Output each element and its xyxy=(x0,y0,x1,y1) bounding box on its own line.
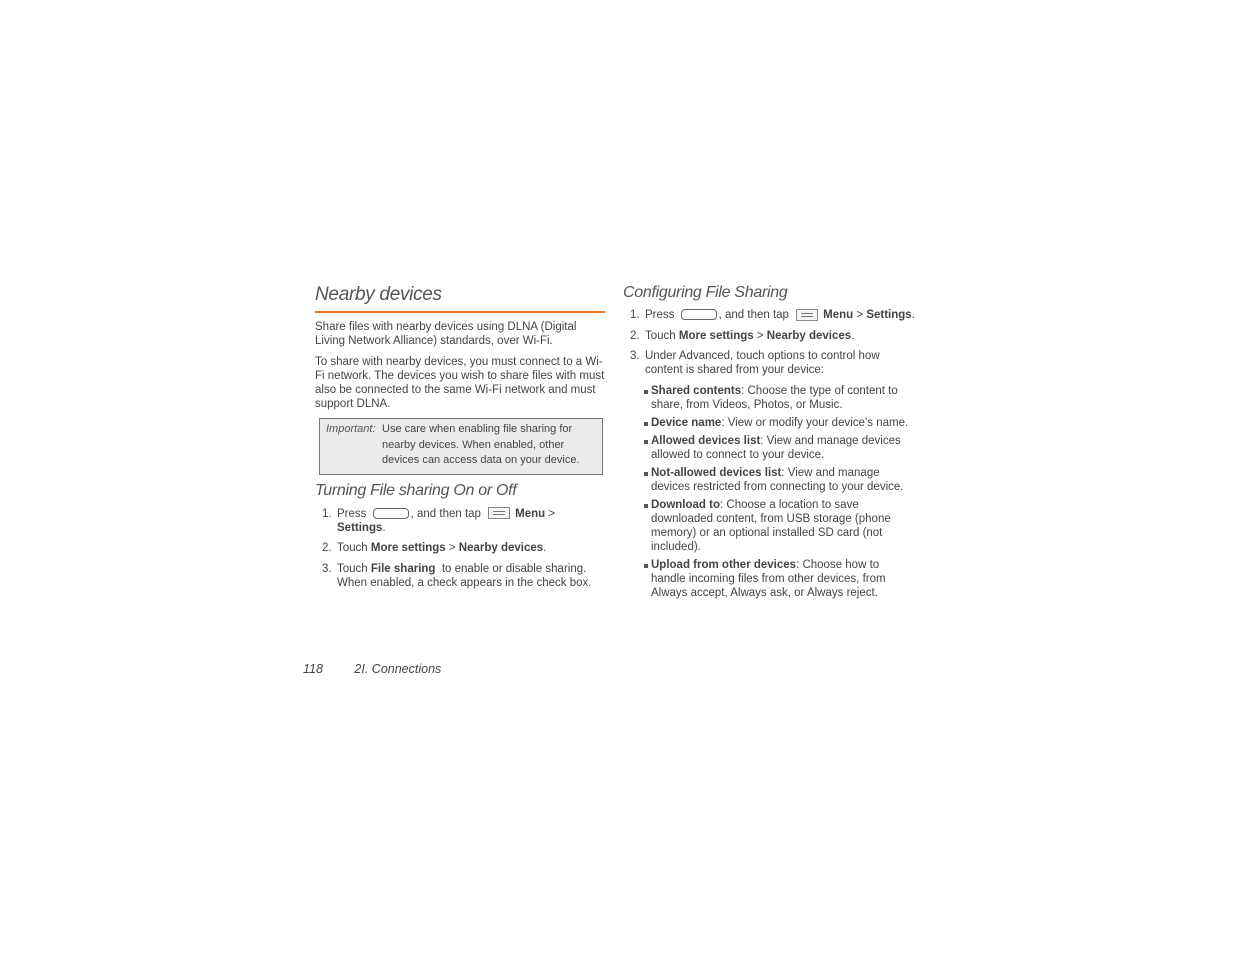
step-number: 2. xyxy=(630,329,640,342)
more-settings-label: More settings xyxy=(370,542,446,554)
option-desc: : Choose the type of content to share, from Videos, Photos, or Music. xyxy=(651,384,898,411)
separator: > xyxy=(548,507,556,520)
settings-label: Settings xyxy=(866,309,912,321)
advanced-options-list xyxy=(623,384,915,600)
option-desc: : Choose how to handle incoming files from other devices, from Always accept, Always ask, or Always reject. xyxy=(651,558,886,599)
menu-label: Menu xyxy=(823,309,854,321)
menu-key-icon xyxy=(488,507,510,519)
step-text: Press xyxy=(337,507,367,520)
list-item xyxy=(644,466,915,494)
list-item xyxy=(644,416,915,430)
period: . xyxy=(382,521,386,534)
option-term: Upload from other devices xyxy=(651,558,797,571)
settings-label: Settings xyxy=(337,521,383,534)
subheading-configuring: Configuring File Sharing xyxy=(623,284,788,301)
step-text: Under Advanced, touch options to control how content is shared from your device: xyxy=(645,350,880,376)
option-term: Not-allowed devices list xyxy=(651,466,782,479)
file-sharing-label: File sharing xyxy=(370,562,436,575)
step-text: , and then tap xyxy=(718,309,789,321)
option-term: Download to xyxy=(651,498,720,511)
note-text: Use care when enabling file sharing for nearby devices. When enabled, other devices can access data on your device. xyxy=(382,423,580,466)
period: . xyxy=(543,542,547,554)
separator: > xyxy=(448,542,456,554)
option-desc: : View or modify your device’s name. xyxy=(721,416,909,429)
nearby-devices-label: Nearby devices xyxy=(458,542,544,554)
page-footer xyxy=(303,662,441,676)
intro-paragraph-2: To share with nearby devices, you must connect to a Wi-Fi network. The devices you wish to share files with must also be connected to the same Wi-Fi network and must support DLNA. xyxy=(315,356,605,410)
option-desc: : View and manage devices allowed to connect to your device. xyxy=(651,434,901,461)
note-label: Important: xyxy=(326,423,376,435)
home-key-icon xyxy=(373,508,409,519)
step-2 xyxy=(623,329,915,343)
nearby-devices-label: Nearby devices xyxy=(766,329,852,342)
menu-label: Menu xyxy=(515,507,546,520)
option-desc: : Choose a location to save downloaded content, from USB storage (phone memory) or an optional installed SD card (not included). xyxy=(651,498,891,553)
step-number: 2. xyxy=(322,542,332,554)
list-item xyxy=(644,384,915,412)
left-column xyxy=(315,283,605,596)
step-text: Touch xyxy=(337,542,368,554)
step-text: Touch xyxy=(337,562,368,575)
important-note xyxy=(319,418,603,475)
home-key-icon xyxy=(681,309,717,320)
menu-key-icon xyxy=(796,309,818,321)
intro-paragraph-1: Share files with nearby devices using DLNA (Digital Living Network Alliance) standards, over Wi-Fi. xyxy=(315,321,577,347)
list-item xyxy=(644,434,915,462)
step-number: 1. xyxy=(322,507,332,520)
page-title: Nearby devices xyxy=(315,283,605,313)
toggle-steps xyxy=(315,507,605,590)
more-settings-label: More settings xyxy=(678,329,754,342)
subheading-toggle-sharing: Turning File sharing On or Off xyxy=(315,481,517,499)
option-desc: : View and manage devices restricted from connecting to your device. xyxy=(651,466,904,493)
option-term: Shared contents xyxy=(651,384,742,397)
step-1 xyxy=(623,308,915,322)
step-1 xyxy=(315,507,605,535)
separator: > xyxy=(756,329,764,342)
step-2 xyxy=(315,541,605,555)
step-text: to enable or disable sharing. When enabled, a check appears in the check box. xyxy=(337,562,592,589)
period: . xyxy=(911,309,915,321)
step-text: Touch xyxy=(645,329,676,342)
option-term: Allowed devices list xyxy=(651,434,761,447)
step-number: 1. xyxy=(630,309,640,321)
period: . xyxy=(851,329,855,342)
page-number: 118 xyxy=(303,662,323,676)
step-text: , and then tap xyxy=(410,507,481,520)
section-name: 2I. Connections xyxy=(354,662,442,676)
separator: > xyxy=(856,309,864,321)
step-number: 3. xyxy=(630,350,640,362)
right-column xyxy=(623,283,915,604)
list-item xyxy=(644,558,915,600)
configure-steps xyxy=(623,308,915,377)
step-number: 3. xyxy=(322,562,332,575)
step-3 xyxy=(623,349,915,377)
option-term: Device name xyxy=(651,416,722,429)
list-item xyxy=(644,498,915,554)
step-3 xyxy=(315,562,605,590)
step-text: Press xyxy=(645,309,675,321)
